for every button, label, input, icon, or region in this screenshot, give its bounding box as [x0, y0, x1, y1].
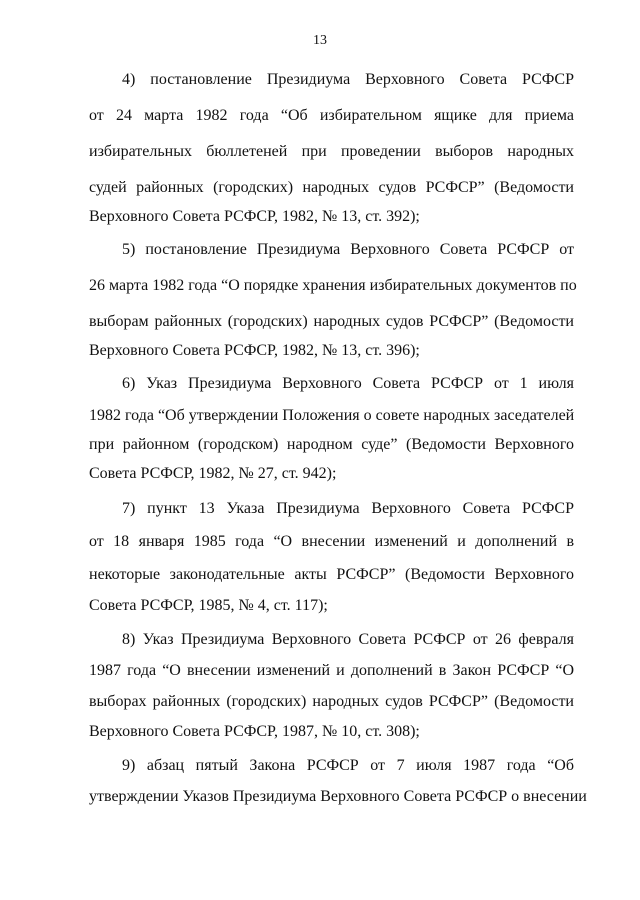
text-line: утверждении Указов Президиума Верховного Совета РСФСР о внесении	[89, 788, 587, 805]
text-line: Верховного Совета РСФСР, 1982, № 13, ст. 396);	[89, 342, 420, 359]
text-line: 8) Указ Президиума Верховного Совета РСФСР от 26 февраля	[122, 631, 574, 648]
text-line: от 18 января 1985 года “О внесении изменений и дополнений в	[89, 533, 574, 550]
text-line: при районном (городском) народном суде” (Ведомости Верховного	[89, 436, 574, 453]
text-line: 6) Указ Президиума Верховного Совета РСФСР от 1 июля	[122, 375, 574, 392]
text-line: 26 марта 1982 года “О порядке хранения избирательных документов по	[89, 277, 577, 294]
text-line: некоторые законодательные акты РСФСР” (Ведомости Верховного	[89, 566, 574, 583]
text-line: 5) постановление Президиума Верховного Совета РСФСР от	[122, 241, 574, 258]
text-line: Совета РСФСР, 1985, № 4, ст. 117);	[89, 597, 328, 614]
text-line: 9) абзац пятый Закона РСФСР от 7 июля 1987 года “Об	[122, 757, 574, 774]
text-line: Верховного Совета РСФСР, 1982, № 13, ст. 392);	[89, 208, 420, 225]
text-line: 7) пункт 13 Указа Президиума Верховного Совета РСФСР	[122, 500, 574, 517]
text-line: избирательных бюллетеней при проведении выборов народных	[89, 143, 574, 160]
text-line: 4) постановление Президиума Верховного Совета РСФСР	[122, 71, 574, 88]
text-line: 1987 года “О внесении изменений и дополнений в Закон РСФСР “О	[89, 662, 574, 679]
text-line: судей районных (городских) народных судов РСФСР” (Ведомости	[89, 179, 574, 196]
text-line: выборах районных (городских) народных судов РСФСР” (Ведомости	[89, 693, 574, 710]
text-line: Совета РСФСР, 1982, № 27, ст. 942);	[89, 465, 337, 482]
text-line: 1982 года “Об утверждении Положения о совете народных заседателей	[89, 407, 575, 424]
text-line: выборам районных (городских) народных судов РСФСР” (Ведомости	[89, 313, 574, 330]
text-line: Верховного Совета РСФСР, 1987, № 10, ст. 308);	[89, 723, 420, 740]
page-number: 13	[313, 33, 327, 48]
text-line: от 24 марта 1982 года “Об избирательном ящике для приема	[89, 107, 574, 124]
